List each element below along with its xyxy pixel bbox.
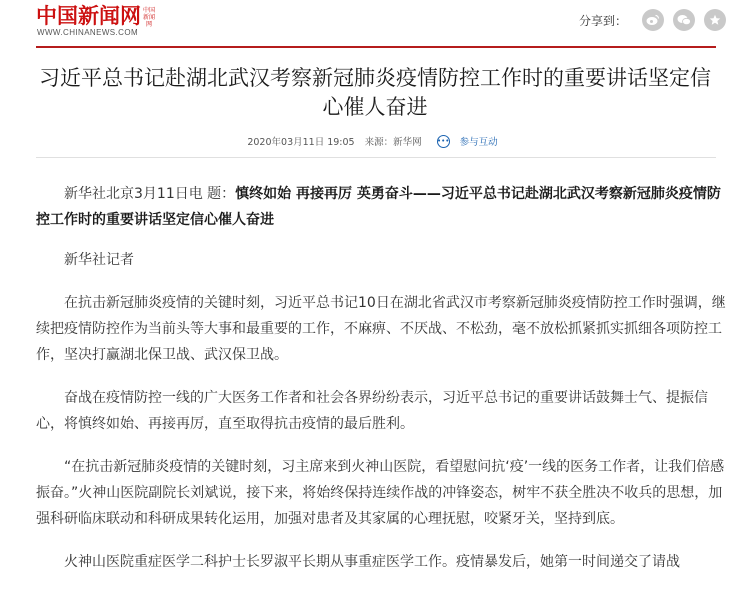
logo-text: 中国新闻网 (36, 3, 141, 28)
logo-url: WWW.CHINANEWS.COM (37, 28, 139, 37)
weibo-icon[interactable] (642, 9, 664, 31)
favorite-icon[interactable] (704, 9, 726, 31)
comment-icon: ••• (437, 135, 450, 148)
interact-label: 参与互动 (459, 137, 498, 148)
paragraph: 奋战在疫情防控一线的广大医务工作者和社会各界纷纷表示，习近平总书记的重要讲话鼓舞士气、提振信心，将慎终如始、再接再厉，直至取得抗击疫情的最后胜利。 (36, 390, 708, 432)
header-rule (36, 46, 716, 48)
lead-paragraph (36, 181, 726, 233)
article-body (36, 181, 726, 592)
paragraph: “在抗击新冠肺炎疫情的关键时刻，习主席来到火神山医院，看望慰问抗‘疫’一线的医务工作者，让我们倍感振奋。”火神山医院副院长刘斌说，接下来，将始终保持连续作战的冲锋姿态，树牢不获全胜决不收兵的思想，加强科研临床联动和科研成果转化运用，加强对患者及其家属的心理抚慰，咬紧牙关，坚持到底。 (36, 459, 725, 527)
wechat-icon[interactable] (673, 9, 695, 31)
share-label: 分享到： (579, 13, 628, 28)
paragraph: 在抗击新冠肺炎疫情的关键时刻，习近平总书记10日在湖北省武汉市考察新冠肺炎疫情防控工作时强调，继续把疫情防控作为当前头等大事和最重要的工作，不麻痹、不厌战、不松劲，毫不放松抓紧抓实抓细各项防控工作，坚决打赢湖北保卫战、武汉保卫战。 (36, 295, 726, 363)
paragraph: 火神山医院重症医学二科护士长罗淑平长期从事重症医学工作。疫情暴发后，她第一时间递交了请战 (64, 554, 680, 570)
publish-date: 2020年03月11日 19:05 (247, 137, 355, 148)
lead-headline: 慎终如始 再接再厉 英勇奋斗——习近平总书记赴湖北武汉考察新冠肺炎疫情防控工作时的重要讲话坚定信心催人奋进 (36, 186, 721, 228)
logo-badge: 中国新闻网 (143, 7, 156, 28)
article-title: 习近平总书记赴湖北武汉考察新冠肺炎疫情防控工作时的重要讲话坚定信心催人奋进 (39, 66, 711, 119)
site-logo[interactable] (36, 5, 155, 28)
article-meta (0, 134, 750, 148)
share-bar (579, 9, 726, 31)
interact-link[interactable] (432, 134, 503, 148)
site-header (0, 0, 750, 48)
meta-divider (36, 157, 716, 158)
byline: 新华社记者 (64, 252, 134, 268)
article-source: 来源：新华网 (364, 137, 422, 148)
lead-prefix: 新华社北京3月11日电 题： (64, 186, 236, 202)
